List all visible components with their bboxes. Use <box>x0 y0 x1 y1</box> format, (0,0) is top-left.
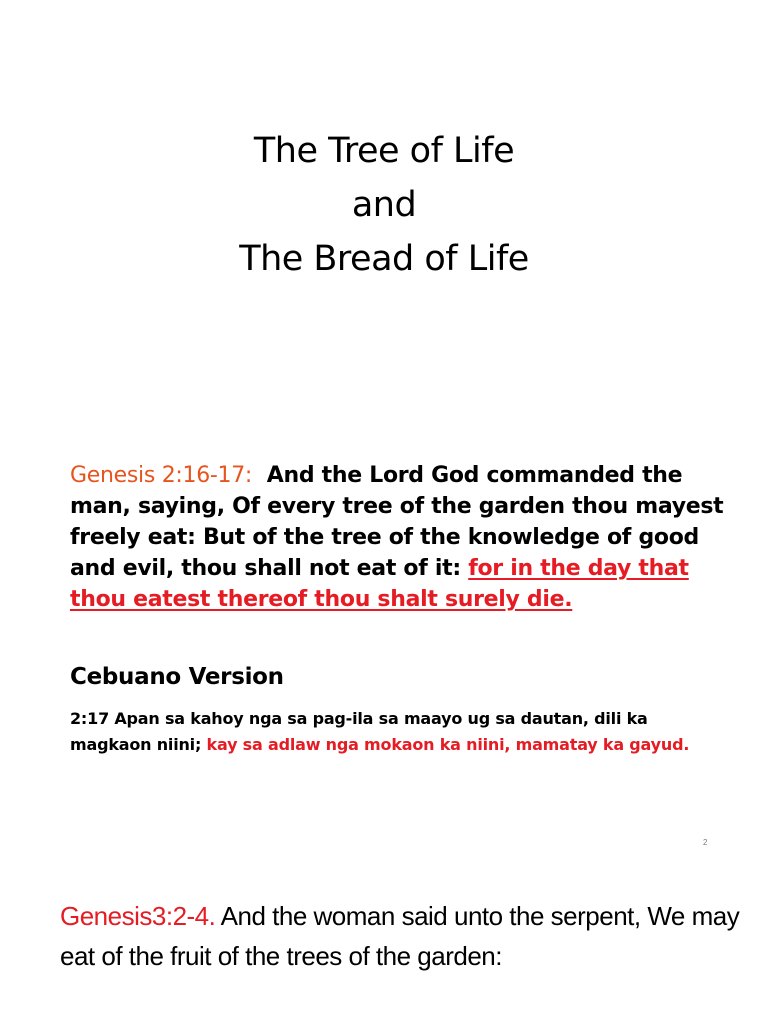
title-line-1: The Tree of Life <box>253 131 515 171</box>
title-line-2: and <box>351 185 417 225</box>
verse-text: And the Lord God commanded the man, saying, Of every tree of the garden thou mayest freely eat: But of the tree of the knowledge of good and evil, thou shall not eat of it: <box>70 463 724 581</box>
title-line-3: The Bread of Life <box>239 239 529 279</box>
second-verse-reference: Genesis3:2-4. <box>60 901 216 931</box>
second-verse-text: And the woman said unto the serpent, We may eat of the fruit of the trees of the garden: <box>60 901 740 971</box>
cebuano-verse-emphasis: kay sa adlaw nga mokaon ka niini, mamatay ka gayud. <box>206 735 690 754</box>
verse-genesis-3-2 <box>60 896 740 976</box>
slide-title <box>0 124 768 286</box>
verse-emphasis: for in the day that thou eatest thereof thou shalt surely die. <box>70 556 689 612</box>
page-number: 2 <box>703 838 708 847</box>
verse-reference: Genesis 2:16-17: <box>70 463 253 488</box>
cebuano-verse-text: 2:17 Apan sa kahoy nga sa pag-ila sa maayo ug sa dautan, dili ka magkaon niini; <box>70 709 648 754</box>
cebuano-heading: Cebuano Version <box>70 664 284 690</box>
verse-genesis-2-16 <box>70 460 750 615</box>
cebuano-verse <box>70 706 710 758</box>
